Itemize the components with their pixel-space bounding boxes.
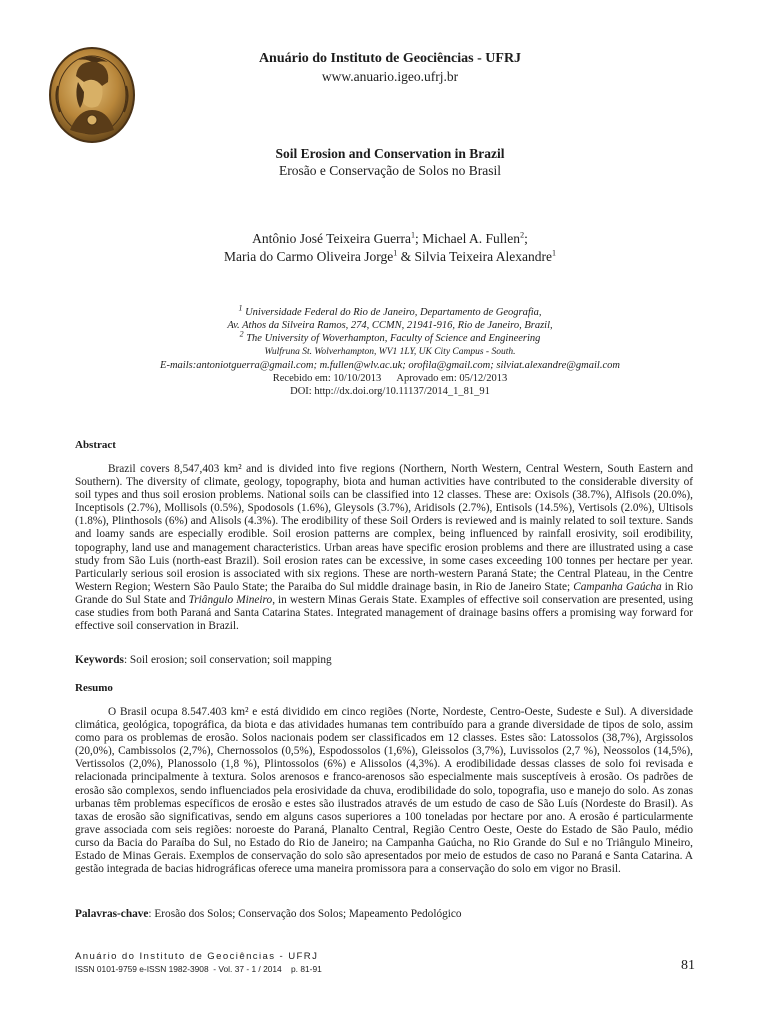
affiliations <box>100 303 680 398</box>
keywords-label: Keywords <box>75 654 124 666</box>
abstract-paragraph: Brazil covers 8,547,403 km² and is divided into five regions (Northern, North Western, Central Western, South Eastern and Southern). The diversity of climate, geology, topography, biota and human activities have contributed to the considerable diversity of soil types and thus soil erosion problems. National soils can be classified into 12 classes. These are: Oxisols (38.7%), Alfisols (20.0%), Inceptisols (2.7%), Mollisols (0.5%), Spodosols (1.6%), Gleysols (3.7%), Aridisols (2.7%), Entisols (14.5%), Vertisols (2.0%), Ultisols (1.8%), Plinthosols (6%) and Alisols (4.3%). The erodibility of these Soil Orders is reviewed and is mainly related to soil texture. Sands and loamy sands are especially erodible. Soil erosion patterns are complex, being influenced by rainfall erosivity, soil erodibility, topography, land use and management characteristics. Urban areas have specific erosion problems and there are illustrated using a case study from São Luis (north-east Brazil). Soil erosion rates can be excessive, in some cases exceeding 100 tonnes per hectare per year. Particularly serious soil erosion is associated with six regions. These are north-western Paraná State; the Central Plateau, in the Centre Western Region; Western São Paulo State; the Paraiba do Sul middle drainage basin, in Rio de Janeiro State; Campanha Gaúcha in Rio Grande do Sul State and Triângulo Mineiro, in western Minas Gerais State. Examples of effective soil conservation are presented, using case studies from both Paraná and Santa Catarina States. Integrated management of drainage basins offers a promising way forward for effective soil conservation in Brazil. <box>75 463 693 633</box>
author-name: Silvia Teixeira Alexandre <box>414 249 552 264</box>
journal-name: Anuário do Instituto de Geociências - UFRJ <box>258 51 522 66</box>
author-separator: ; <box>524 231 528 246</box>
author-affiliation-mark: 1 <box>393 248 398 258</box>
received-approved-dates: Recebido em: 10/10/2013 Aprovado em: 05/12/2013 <box>272 373 508 385</box>
article-title-block <box>160 145 620 179</box>
affiliation-2-line-2: Wulfruna St. Wolverhampton, WV1 1LY, UK City Campus - South. <box>264 346 516 357</box>
author-affiliation-mark: 2 <box>520 230 525 240</box>
abstract-italic-term: Campanha Gaúcha <box>573 580 662 593</box>
ufrj-seal-logo <box>48 46 136 144</box>
affiliation-number: 1 <box>238 303 243 313</box>
journal-header <box>200 50 580 86</box>
page-footer <box>75 950 695 975</box>
author-line-2 <box>120 248 660 266</box>
journal-url[interactable]: www.anuario.igeo.ufrj.br <box>321 69 459 84</box>
author-name: Antônio José Teixeira Guerra <box>252 231 412 246</box>
author-separator: & <box>397 249 415 264</box>
article-title-english: Soil Erosion and Conservation in Brazil <box>275 146 505 161</box>
minerva-seal-icon <box>48 46 136 144</box>
footer-issn: ISSN 0101-9759 e-ISSN 1982-3908 - Vol. 37 - 1 / 2014 p. 81-91 <box>75 964 322 974</box>
resumo-paragraph: O Brasil ocupa 8.547.403 km² e está dividido em cinco regiões (Norte, Nordeste, Centro-Oeste, Sudeste e Sul). A diversidade climática, geológica, topográfica, da biota e das atividades humanas tem contribuído para a grande diversidade de tipos de solo, assim como para os problemas de erosão. Solos nacionais podem ser classificados em 12 classes. Estes são: Latossolos (38,7%), Argissolos (20,0%), Cambissolos (2,7%), Chernossolos (0,5%), Espodossolos (1,6%), Gleissolos (3,7%), Luvissolos (2,7 %), Neossolos (14,5%), Vertissolos (2,0%), Planossolo (1,8 %), Plintossolos (6%) e Alissolos (4,3%). A erodibilidade dessas classes de solo foi revisada e relacionada principalmente à textura. Solos arenosos e franco-arenosos são especialmente mais susceptíveis à erosão. Os padrões de erosão são complexos, sendo influenciados pela erosividade da chuva, erodibilidade do solo, topografia, uso e manejo do solo. As zonas urbanas têm problemas específicos de erosão e estes são ilustrados através de um estudo de caso de São Luís (Nordeste do Brasil). As taxas de erosão são significativas, sendo em alguns casos superiores a 100 toneladas por hectare por ano. A erosão é particularmente grave associada com seis regiões: noroeste do Paraná, Planalto Central, Região Centro Oeste, Oeste do Estado de São Paulo, médio curso da Bacia do Paraíba do Sul, no Estado do Rio de Janeiro; na Campanha Gaúcha, no Rio Grande do Sul e no Triângulo Mineiro, Estado de Minas Gerais. Exemplos de conservação do solo são apresentados por meio de estudos de caso no Paraná e Santa Catarina. A gestão integrada de bacias hidrográficas oferece uma maneira promissora para a conservação do solo em vigor no Brasil. <box>75 706 693 876</box>
palavras-chave-list: : Erosão dos Solos; Conservação dos Solos; Mapeamento Pedológico <box>148 908 462 920</box>
abstract-keywords <box>75 654 693 667</box>
article-title-portuguese: Erosão e Conservação de Solos no Brasil <box>279 163 501 178</box>
author-name: Michael A. Fullen <box>422 231 521 246</box>
abstract-heading: Abstract <box>75 439 116 451</box>
author-separator: ; <box>415 231 423 246</box>
palavras-chave-label: Palavras-chave <box>75 908 149 920</box>
author-list <box>120 230 660 266</box>
page-number: 81 <box>681 958 695 973</box>
author-line-1 <box>120 230 660 248</box>
affiliation-number: 2 <box>239 329 244 339</box>
author-emails[interactable]: E-mails:antoniotguerra@gmail.com; m.fullen@wlv.ac.uk; orofila@gmail.com; silviat.alexandre@gmail.com <box>160 359 620 371</box>
affiliation-1-line-2: Av. Athos da Silveira Ramos, 274, CCMN, 21941-916, Rio de Janeiro, Brazil, <box>227 320 553 332</box>
author-affiliation-mark: 1 <box>552 248 556 258</box>
resumo-heading: Resumo <box>75 682 113 694</box>
affiliation-1-line-1: $^1$ Universidade Federal do Rio de Janeiro, Departamento de Geografia, <box>238 303 542 318</box>
keywords-list: : Soil erosion; soil conservation; soil mapping <box>123 654 332 666</box>
resumo-keywords <box>75 908 693 921</box>
affiliation-2-line-1: $^2$ The University of Woverhampton, Faculty of Science and Engineering <box>239 329 541 345</box>
footer-journal-name: Anuário do Instituto de Geociências - UFRJ <box>75 951 319 962</box>
doi-link[interactable]: DOI: http://dx.doi.org/10.11137/2014_1_81_91 <box>290 386 490 398</box>
abstract-italic-term: Triângulo Mineiro <box>188 593 273 606</box>
author-affiliation-mark: 1 <box>411 230 416 240</box>
author-name: Maria do Carmo Oliveira Jorge <box>224 249 394 264</box>
